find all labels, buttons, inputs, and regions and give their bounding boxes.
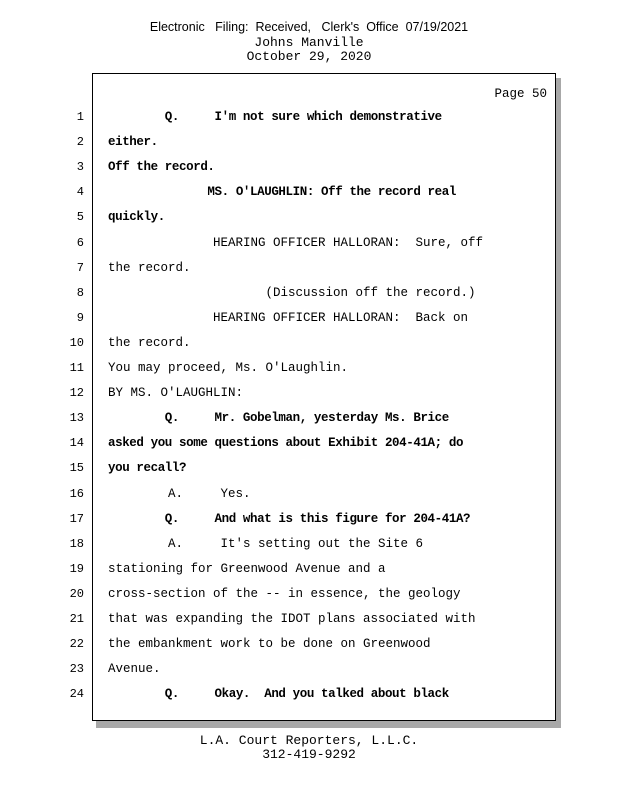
transcript-line: cross-section of the -- in essence, the geology [108,587,461,601]
line-number: 4 [76,185,84,199]
transcript-line: You may proceed, Ms. O'Laughlin. [108,361,349,375]
line-number: 5 [76,210,84,224]
line-number: 7 [76,261,84,275]
transcript-line: the record. [108,336,191,350]
line-number: 24 [69,687,84,701]
transcript-line: Q. Mr. Gobelman, yesterday Ms. Brice [108,411,449,425]
line-number: 10 [69,336,84,350]
line-number: 11 [69,361,84,375]
line-number: 23 [69,662,84,676]
transcript-line: HEARING OFFICER HALLORAN: Back on [108,311,469,325]
header-company: Johns Manville [254,35,364,50]
line-number: 8 [76,286,84,300]
transcript-line: MS. O'LAUGHLIN: Off the record real [108,185,456,199]
transcript-line: the record. [108,261,191,275]
efiling-stamp: Electronic Filing: Received, Clerk's Office 07/19/2021 [149,20,469,34]
line-number: 9 [76,311,84,325]
transcript-line: you recall? [108,461,187,475]
transcript-line: quickly. [108,210,165,224]
transcript-line: Off the record. [108,160,215,174]
transcript-line: either. [108,135,158,149]
transcript-line: Q. I'm not sure which demonstrative [108,110,442,124]
header-date: October 29, 2020 [246,49,372,64]
transcript-line: that was expanding the IDOT plans associated with [108,612,476,626]
line-number: 21 [69,612,84,626]
line-number: 20 [69,587,84,601]
line-number: 12 [69,386,84,400]
transcript-line: the embankment work to be done on Greenwood [108,637,431,651]
footer-company: L.A. Court Reporters, L.L.C. [199,733,419,748]
page-number: Page 50 [494,87,547,101]
line-number: 14 [69,436,84,450]
line-number: 3 [76,160,84,174]
transcript-line: stationing for Greenwood Avenue and a [108,562,386,576]
footer-phone: 312-419-9292 [262,747,356,762]
line-number: 22 [69,637,84,651]
transcript-line: Q. And what is this figure for 204-41A? [108,512,471,526]
transcript-line: asked you some questions about Exhibit 204-41A; do [108,436,464,450]
line-number: 6 [76,236,84,250]
transcript-line: Avenue. [108,662,161,676]
line-number: 1 [76,110,84,124]
transcript-line: BY MS. O'LAUGHLIN: [108,386,244,400]
line-number: 13 [69,411,84,425]
transcript-line: (Discussion off the record.) [108,286,476,300]
transcript-line: A. Yes. [108,487,251,501]
line-number: 16 [69,487,84,501]
line-number: 2 [76,135,84,149]
transcript-line: HEARING OFFICER HALLORAN: Sure, off [108,236,484,250]
line-number: 18 [69,537,84,551]
line-number: 19 [69,562,84,576]
line-number: 15 [69,461,84,475]
transcript-line: A. It's setting out the Site 6 [108,537,424,551]
line-number: 17 [69,512,84,526]
transcript-line: Q. Okay. And you talked about black [108,687,449,701]
